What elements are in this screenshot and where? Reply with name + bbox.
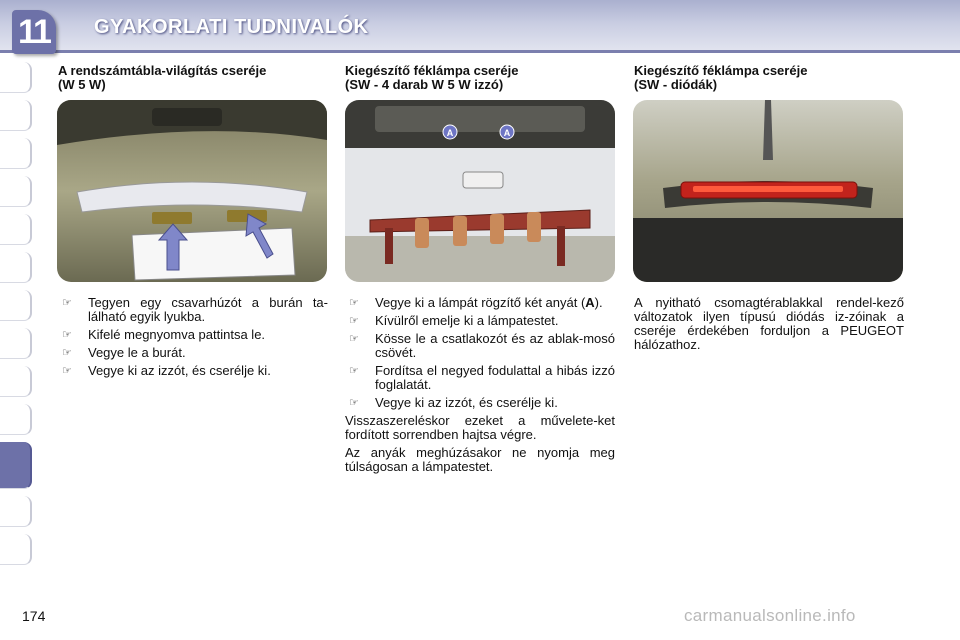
column-plate-light bbox=[58, 64, 330, 92]
chapter-title: GYAKORLATI TUDNIVALÓK bbox=[94, 16, 369, 38]
paragraph: Visszaszereléskor ezeket a művelete-ket fordított sorrendben hajtsa végre. bbox=[345, 413, 615, 442]
list-item: ☞ Kifelé megnyomva pattintsa le. bbox=[58, 328, 328, 342]
list-item: ☞ Kívülről emelje ki a lámpatestet. bbox=[345, 314, 615, 328]
section-title-line: (W 5 W) bbox=[58, 77, 106, 92]
header-rule bbox=[0, 50, 960, 53]
hand-pointer-icon: ☞ bbox=[349, 333, 359, 345]
section-title bbox=[345, 64, 617, 92]
side-tab[interactable] bbox=[0, 328, 32, 359]
side-tab[interactable] bbox=[0, 176, 32, 207]
side-tab[interactable] bbox=[0, 404, 32, 435]
list-item: ☞ Vegye ki a lámpát rögzítő két anyát (A). bbox=[345, 296, 615, 310]
list-item: ☞ Vegye ki az izzót, és cserélje ki. bbox=[345, 396, 615, 410]
hand-pointer-icon: ☞ bbox=[349, 297, 359, 309]
side-tab[interactable] bbox=[0, 534, 32, 565]
list-item: ☞ Fordítsa el negyed fodulattal a hibás izzó foglalatát. bbox=[345, 364, 615, 392]
page-number: 174 bbox=[22, 608, 46, 624]
section-title-line: Kiegészítő féklámpa cseréje bbox=[634, 63, 808, 78]
column-brake-lamp-bulbs bbox=[345, 64, 617, 92]
section-title-line: (SW - 4 darab W 5 W izzó) bbox=[345, 77, 504, 92]
hand-pointer-icon: ☞ bbox=[62, 329, 72, 341]
section-title bbox=[634, 64, 906, 92]
label-a: A bbox=[503, 128, 511, 138]
section-title-line: A rendszámtábla-világítás cseréje bbox=[58, 63, 267, 78]
side-tab[interactable] bbox=[0, 62, 32, 93]
side-tab[interactable] bbox=[0, 366, 32, 397]
section-title-line: Kiegészítő féklámpa cseréje bbox=[345, 63, 519, 78]
side-tab[interactable] bbox=[0, 290, 32, 321]
side-tab[interactable] bbox=[0, 138, 32, 169]
hand-pointer-icon: ☞ bbox=[62, 297, 72, 309]
side-tab[interactable] bbox=[0, 496, 32, 527]
instructions-plate-light bbox=[58, 296, 328, 382]
side-tab[interactable] bbox=[0, 100, 32, 131]
instructions-brake-lamp-leds bbox=[634, 296, 904, 356]
instructions-brake-lamp-bulbs bbox=[345, 296, 615, 478]
list-item: ☞ Kösse le a csatlakozót és az ablak-mosó csövét. bbox=[345, 332, 615, 360]
hand-pointer-icon: ☞ bbox=[349, 365, 359, 377]
list-item: ☞ Vegye ki az izzót, és cserélje ki. bbox=[58, 364, 328, 378]
hand-pointer-icon: ☞ bbox=[62, 365, 72, 377]
paragraph: Az anyák meghúzásakor ne nyomja meg túlságosan a lámpatestet. bbox=[345, 445, 615, 474]
section-title bbox=[58, 64, 330, 92]
label-a: A bbox=[446, 128, 454, 138]
watermark: carmanualsonline.info bbox=[684, 606, 856, 625]
list-item: ☞ Tegyen egy csavarhúzót a burán ta-lálható egyik lyukba. bbox=[58, 296, 328, 324]
hand-pointer-icon: ☞ bbox=[62, 347, 72, 359]
side-tab[interactable] bbox=[0, 252, 32, 283]
list-item: ☞ Vegye le a burát. bbox=[58, 346, 328, 360]
section-title-line: (SW - diódák) bbox=[634, 77, 718, 92]
paragraph: A nyitható csomagtérablakkal rendel-kező változatok ilyen típusú diódás iz-zóinak a cseréje érdekében forduljon a PEUGEOT hálózathoz. bbox=[634, 295, 904, 352]
chapter-number: 11 bbox=[18, 13, 50, 51]
column-brake-lamp-leds bbox=[634, 64, 906, 92]
photo-plate-light bbox=[57, 100, 327, 282]
photo-brake-lamp-leds bbox=[633, 100, 903, 282]
side-tab-active[interactable] bbox=[0, 442, 32, 489]
photo-brake-lamp-bulbs bbox=[345, 100, 615, 282]
hand-pointer-icon: ☞ bbox=[349, 397, 359, 409]
hand-pointer-icon: ☞ bbox=[349, 315, 359, 327]
side-tab[interactable] bbox=[0, 214, 32, 245]
